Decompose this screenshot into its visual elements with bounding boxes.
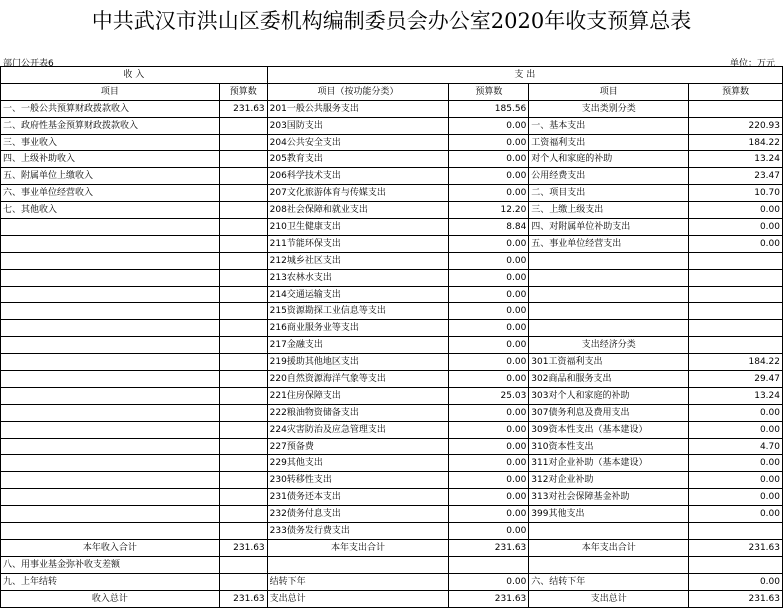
- table-cell: 0.00: [449, 404, 529, 421]
- income-grand-label: 收入总计: [1, 590, 220, 607]
- expense-total-label-2: 本年支出合计: [529, 539, 689, 556]
- table-row: [1, 219, 783, 236]
- table-cell: 184.22: [689, 354, 783, 371]
- table-cell: [1, 269, 220, 286]
- table-cell: [219, 185, 267, 202]
- table-cell: [219, 573, 267, 590]
- table-cell: 230转移性支出: [267, 472, 449, 489]
- table-cell: [219, 506, 267, 523]
- table-cell: 0.00: [689, 455, 783, 472]
- table-row: [1, 506, 783, 523]
- table-cell: 302商品和服务支出: [529, 371, 689, 388]
- table-cell: [219, 387, 267, 404]
- table-cell: 0.00: [689, 219, 783, 236]
- page-title: 中共武汉市洪山区委机构编制委员会办公室2020年收支预算总表: [91, 9, 692, 33]
- table-cell: 185.56: [449, 100, 529, 117]
- table-cell: [689, 337, 783, 354]
- table-cell: 五、附属单位上缴收入: [1, 168, 220, 185]
- table-cell: 0.00: [449, 286, 529, 303]
- table-row: [1, 438, 783, 455]
- table-cell: 0.00: [449, 506, 529, 523]
- table-cell: 13.24: [689, 151, 783, 168]
- expense-section-header: 支 出: [267, 67, 782, 84]
- table-cell: [1, 286, 220, 303]
- table-cell: 201一般公共服务支出: [267, 100, 449, 117]
- table-cell: [529, 303, 689, 320]
- table-cell: 0.00: [449, 438, 529, 455]
- table-cell: [1, 235, 220, 252]
- table-cell: [1, 489, 220, 506]
- table-cell: [1, 404, 220, 421]
- table-row: [1, 337, 783, 354]
- table-cell: 0.00: [449, 337, 529, 354]
- table-cell: 四、上级补助收入: [1, 151, 220, 168]
- table-cell: 工资福利支出: [529, 134, 689, 151]
- table-cell: 0.00: [449, 269, 529, 286]
- table-cell: [529, 269, 689, 286]
- table-cell: [689, 303, 783, 320]
- table-cell: [219, 472, 267, 489]
- table-row: [1, 556, 783, 573]
- income-total-label: 本年收入合计: [1, 539, 220, 556]
- table-cell: [449, 556, 529, 573]
- unit-label: 单位：万元: [729, 59, 775, 69]
- table-cell: [1, 523, 220, 540]
- table-row: [1, 523, 783, 540]
- table-cell: 221住房保障支出: [267, 387, 449, 404]
- table-cell: [219, 404, 267, 421]
- table-cell: [1, 320, 220, 337]
- table-cell: [689, 523, 783, 540]
- col-header-item: 项目: [1, 83, 220, 100]
- table-cell: 214交通运输支出: [267, 286, 449, 303]
- table-cell: 303对个人和家庭的补助: [529, 387, 689, 404]
- table-cell: 220.93: [689, 117, 783, 134]
- table-cell: 224灾害防治及应急管理支出: [267, 421, 449, 438]
- expense-total-value: 231.63: [449, 539, 529, 556]
- table-row: [1, 269, 783, 286]
- table-cell: 0.00: [449, 354, 529, 371]
- table-cell: 212城乡社区支出: [267, 252, 449, 269]
- table-cell: 220自然资源海洋气象等支出: [267, 371, 449, 388]
- table-cell: 0.00: [449, 489, 529, 506]
- table-cell: 399其他支出: [529, 506, 689, 523]
- table-cell: [1, 252, 220, 269]
- table-cell: 0.00: [449, 168, 529, 185]
- expense-total-label: 本年支出合计: [267, 539, 449, 556]
- table-cell: 313对社会保障基金补助: [529, 489, 689, 506]
- budget-table: [0, 66, 783, 608]
- table-cell: 0.00: [449, 573, 529, 590]
- table-cell: 八、用事业基金弥补收支差额: [1, 556, 220, 573]
- table-cell: [219, 117, 267, 134]
- table-row: [1, 573, 783, 590]
- table-row: [1, 421, 783, 438]
- table-cell: 215资源勘探工业信息等支出: [267, 303, 449, 320]
- table-cell: 206科学技术支出: [267, 168, 449, 185]
- table-cell: 310资本性支出: [529, 438, 689, 455]
- table-row: [1, 185, 783, 202]
- table-cell: 222粮油物资储备支出: [267, 404, 449, 421]
- table-cell: 4.70: [689, 438, 783, 455]
- expense-grand-value-2: 231.63: [689, 590, 783, 607]
- table-cell: 五、事业单位经营支出: [529, 235, 689, 252]
- table-cell: 0.00: [449, 235, 529, 252]
- table-cell: [219, 134, 267, 151]
- table-cell: 203国防支出: [267, 117, 449, 134]
- expense-grand-label-2: 支出总计: [529, 590, 689, 607]
- table-cell: [1, 506, 220, 523]
- table-cell: 219援助其他地区支出: [267, 354, 449, 371]
- income-total-value: 231.63: [219, 539, 267, 556]
- table-cell: [1, 371, 220, 388]
- table-cell: 三、上缴上级支出: [529, 202, 689, 219]
- table-cell: [219, 168, 267, 185]
- table-cell: 0.00: [449, 117, 529, 134]
- table-cell: [219, 303, 267, 320]
- table-cell: [219, 235, 267, 252]
- table-row: [1, 151, 783, 168]
- table-cell: 0.00: [689, 421, 783, 438]
- table-row: [1, 320, 783, 337]
- table-cell: 二、项目支出: [529, 185, 689, 202]
- table-cell: 29.47: [689, 371, 783, 388]
- table-cell: 0.00: [689, 202, 783, 219]
- column-header-row: [1, 83, 783, 100]
- table-cell: [219, 151, 267, 168]
- table-cell: 312对企业补助: [529, 472, 689, 489]
- table-cell: [219, 556, 267, 573]
- table-cell: 0.00: [689, 404, 783, 421]
- table-cell: 207文化旅游体育与传媒支出: [267, 185, 449, 202]
- table-cell: [1, 337, 220, 354]
- table-cell: [689, 320, 783, 337]
- expense-total-value-2: 231.63: [689, 539, 783, 556]
- table-cell: [529, 286, 689, 303]
- table-cell: [689, 269, 783, 286]
- table-cell: 213农林水支出: [267, 269, 449, 286]
- table-cell: [219, 354, 267, 371]
- expense-grand-label: 支出总计: [267, 590, 449, 607]
- table-cell: 216商业服务业等支出: [267, 320, 449, 337]
- table-cell: [267, 556, 449, 573]
- table-cell: 229其他支出: [267, 455, 449, 472]
- table-row: [1, 117, 783, 134]
- table-row: [1, 134, 783, 151]
- table-cell: 227预备费: [267, 438, 449, 455]
- table-row: [1, 286, 783, 303]
- table-row: [1, 387, 783, 404]
- table-row: [1, 404, 783, 421]
- table-cell: 13.24: [689, 387, 783, 404]
- table-cell: 210卫生健康支出: [267, 219, 449, 236]
- table-cell: [219, 371, 267, 388]
- table-cell: 309资本性支出（基本建设）: [529, 421, 689, 438]
- table-cell: 231.63: [219, 100, 267, 117]
- table-cell: [219, 252, 267, 269]
- table-cell: [1, 421, 220, 438]
- table-cell: 一、基本支出: [529, 117, 689, 134]
- table-cell: [219, 421, 267, 438]
- table-cell: 支出经济分类: [529, 337, 689, 354]
- table-cell: [529, 320, 689, 337]
- table-cell: 307债务利息及费用支出: [529, 404, 689, 421]
- table-cell: 0.00: [449, 523, 529, 540]
- table-cell: [219, 320, 267, 337]
- table-cell: 0.00: [689, 472, 783, 489]
- table-row: [1, 354, 783, 371]
- table-row: [1, 472, 783, 489]
- table-cell: 六、结转下年: [529, 573, 689, 590]
- table-row: [1, 202, 783, 219]
- table-cell: 0.00: [689, 573, 783, 590]
- table-cell: 0.00: [449, 472, 529, 489]
- table-cell: [1, 354, 220, 371]
- table-cell: 0.00: [449, 151, 529, 168]
- table-row: [1, 455, 783, 472]
- table-cell: 311对企业补助（基本建设）: [529, 455, 689, 472]
- form-code: 部门公开表6: [3, 59, 54, 69]
- table-cell: [689, 100, 783, 117]
- table-cell: 208社会保障和就业支出: [267, 202, 449, 219]
- table-row: [1, 303, 783, 320]
- table-cell: [689, 556, 783, 573]
- table-row: [1, 100, 783, 117]
- table-cell: 七、其他收入: [1, 202, 220, 219]
- table-cell: [1, 455, 220, 472]
- table-cell: [219, 337, 267, 354]
- table-row: [1, 235, 783, 252]
- table-cell: 0.00: [449, 134, 529, 151]
- total-row: [1, 539, 783, 556]
- table-cell: 0.00: [449, 421, 529, 438]
- table-cell: 0.00: [449, 320, 529, 337]
- col-header-budget: 预算数: [219, 83, 267, 100]
- table-cell: 233债务发行费支出: [267, 523, 449, 540]
- col-header-budget3: 预算数: [689, 83, 783, 100]
- table-cell: 公用经费支出: [529, 168, 689, 185]
- table-row: [1, 168, 783, 185]
- grand-total-row: [1, 590, 783, 607]
- table-cell: 对个人和家庭的补助: [529, 151, 689, 168]
- table-cell: 23.47: [689, 168, 783, 185]
- table-cell: 217金融支出: [267, 337, 449, 354]
- table-cell: 0.00: [689, 506, 783, 523]
- section-header-row: [1, 67, 783, 84]
- table-cell: [529, 523, 689, 540]
- table-cell: 205教育支出: [267, 151, 449, 168]
- table-row: [1, 252, 783, 269]
- table-cell: 支出类别分类: [529, 100, 689, 117]
- table-row: [1, 371, 783, 388]
- table-cell: 301工资福利支出: [529, 354, 689, 371]
- table-cell: [529, 252, 689, 269]
- table-cell: [1, 387, 220, 404]
- table-cell: 六、事业单位经营收入: [1, 185, 220, 202]
- table-cell: [219, 438, 267, 455]
- table-cell: 0.00: [689, 235, 783, 252]
- table-cell: 184.22: [689, 134, 783, 151]
- expense-grand-value: 231.63: [449, 590, 529, 607]
- table-cell: 211节能环保支出: [267, 235, 449, 252]
- table-cell: [219, 286, 267, 303]
- table-cell: 25.03: [449, 387, 529, 404]
- table-cell: [219, 489, 267, 506]
- table-cell: [219, 219, 267, 236]
- table-cell: 三、事业收入: [1, 134, 220, 151]
- table-cell: [689, 252, 783, 269]
- table-cell: 232债务付息支出: [267, 506, 449, 523]
- col-header-func-item: 项目（按功能分类）: [267, 83, 449, 100]
- table-cell: 10.70: [689, 185, 783, 202]
- table-cell: 231债务还本支出: [267, 489, 449, 506]
- table-cell: 二、政府性基金预算财政拨款收入: [1, 117, 220, 134]
- table-cell: [219, 202, 267, 219]
- table-cell: 一、一般公共预算财政拨款收入: [1, 100, 220, 117]
- table-cell: 0.00: [449, 303, 529, 320]
- col-header-budget2: 预算数: [449, 83, 529, 100]
- table-cell: [529, 556, 689, 573]
- table-cell: [219, 269, 267, 286]
- col-header-item3: 项目: [529, 83, 689, 100]
- table-cell: 0.00: [689, 489, 783, 506]
- table-cell: 204公共安全支出: [267, 134, 449, 151]
- table-cell: [219, 455, 267, 472]
- table-cell: 0.00: [449, 455, 529, 472]
- income-grand-value: 231.63: [219, 590, 267, 607]
- table-cell: [1, 303, 220, 320]
- table-cell: [1, 438, 220, 455]
- table-cell: 0.00: [449, 371, 529, 388]
- table-cell: [1, 219, 220, 236]
- table-row: [1, 489, 783, 506]
- income-section-header: 收 入: [1, 67, 268, 84]
- table-cell: [689, 286, 783, 303]
- table-cell: [219, 523, 267, 540]
- table-cell: 四、对附属单位补助支出: [529, 219, 689, 236]
- table-cell: [1, 472, 220, 489]
- table-cell: 结转下年: [267, 573, 449, 590]
- table-cell: 12.20: [449, 202, 529, 219]
- table-cell: 8.84: [449, 219, 529, 236]
- table-cell: 0.00: [449, 185, 529, 202]
- table-cell: 0.00: [449, 252, 529, 269]
- table-cell: 九、上年结转: [1, 573, 220, 590]
